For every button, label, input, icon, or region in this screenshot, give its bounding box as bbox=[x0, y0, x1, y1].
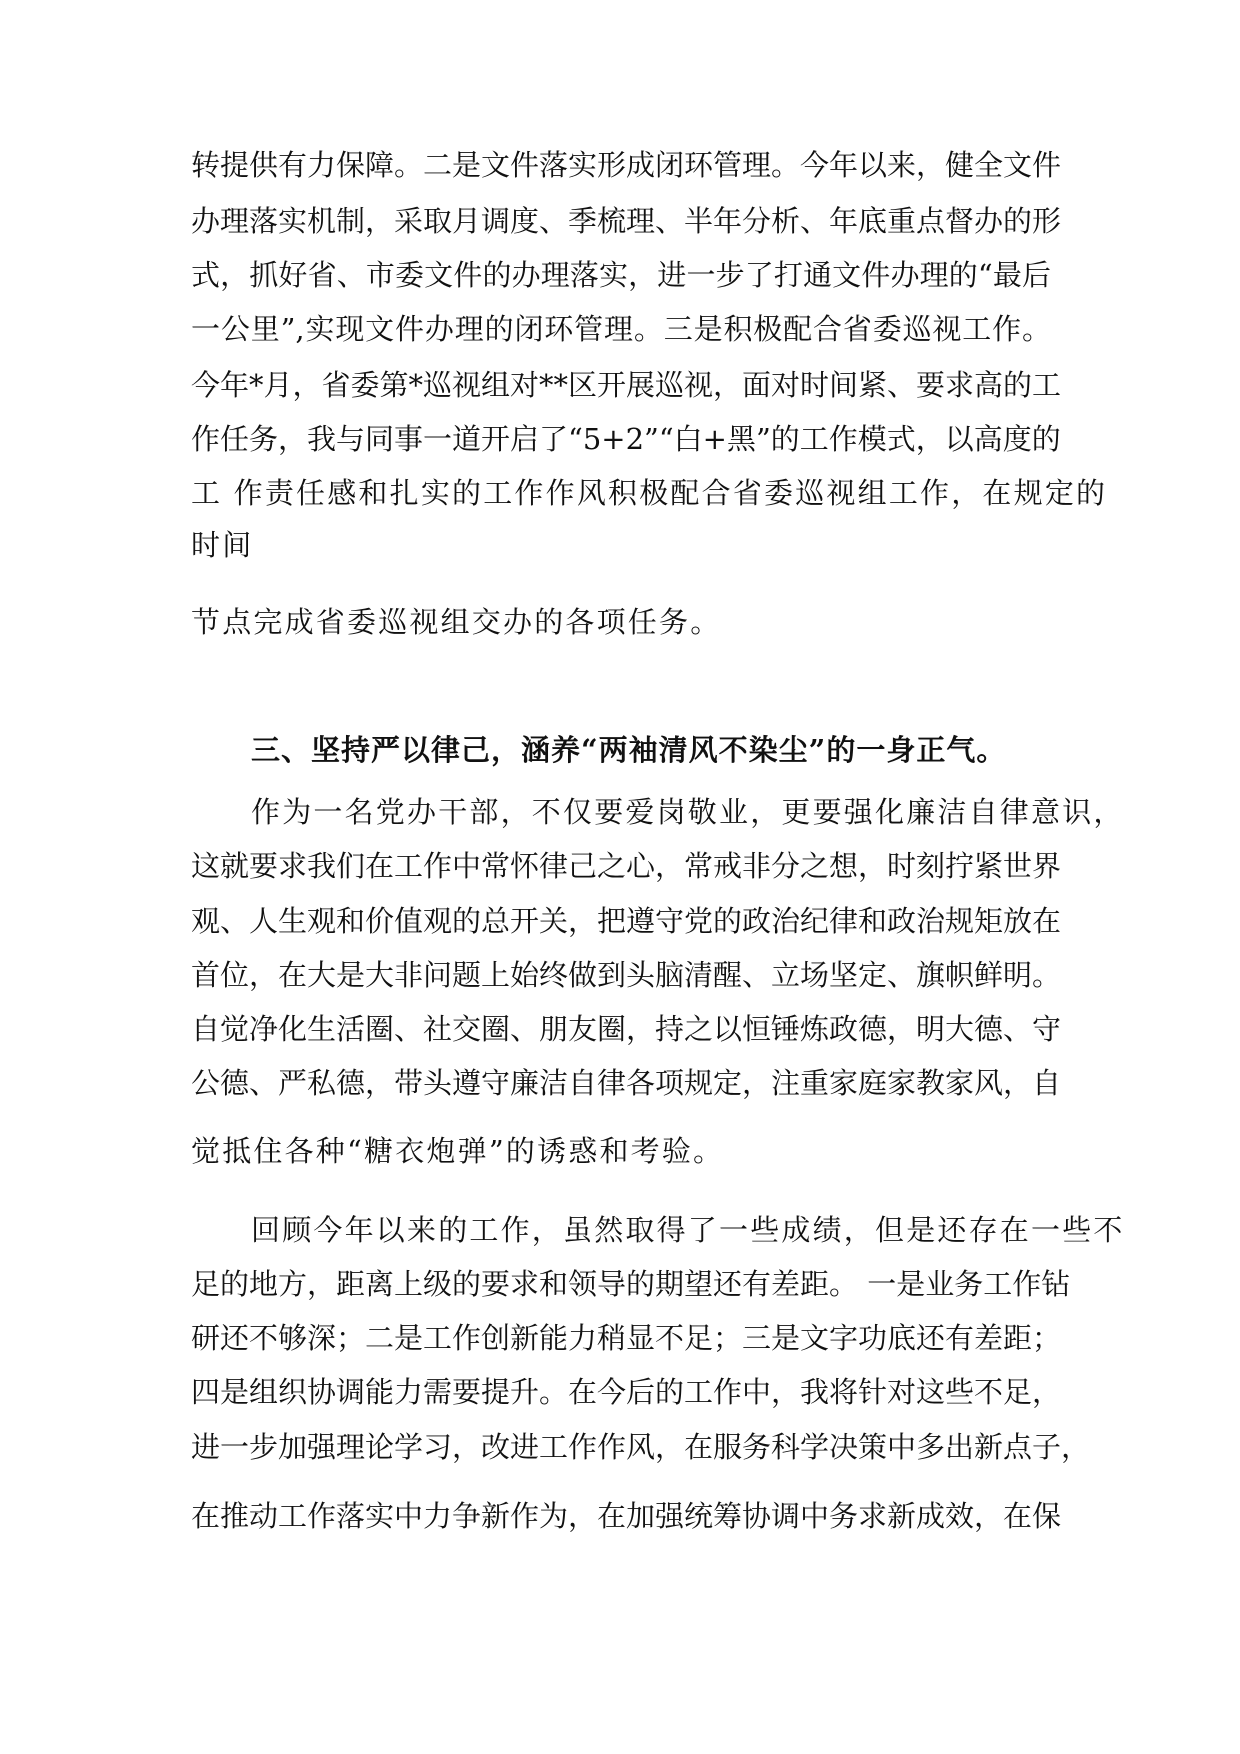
paragraph-first-line: 回顾今年以来的工作，虽然取得了一些成绩，但是还存在一些不 bbox=[251, 1213, 1125, 1247]
paragraph-line: 进一步加强理论学习，改进工作作风，在服务科学决策中多出新点子， bbox=[191, 1430, 1091, 1464]
paragraph-line: 公德、严私德，带头遵守廉洁自律各项规定，注重家庭家教家风，自 bbox=[191, 1066, 1062, 1100]
paragraph-line: 在推动工作落实中力争新作为，在加强统筹协调中务求新成效，在保 bbox=[191, 1499, 1062, 1533]
paragraph-line: 研还不够深；二是工作创新能力稍显不足；三是文字功底还有差距； bbox=[191, 1321, 1062, 1355]
paragraph-line: 办理落实机制，采取月调度、季梳理、半年分析、年底重点督办的形 bbox=[191, 204, 1062, 238]
section-heading: 三、坚持严以律己，涵养“两袖清风不染尘”的一身正气。 bbox=[251, 733, 1007, 767]
paragraph-line: 节点完成省委巡视组交办的各项任务。 bbox=[191, 605, 722, 639]
paragraph-line: 自觉净化生活圈、社交圈、朋友圈，持之以恒锤炼政德，明大德、守 bbox=[191, 1012, 1062, 1046]
paragraph-line: 式，抓好省、市委文件的办理落实，进一步了打通文件办理的“最后 bbox=[191, 258, 1051, 292]
paragraph-line: 这就要求我们在工作中常怀律己之心，常戒非分之想，时刻拧紧世界 bbox=[191, 849, 1062, 883]
paragraph-first-line: 作为一名党办干部，不仅要爱岗敬业，更要强化廉洁自律意识， bbox=[251, 795, 1125, 829]
paragraph-line: 观、人生观和价值观的总开关，把遵守党的政治纪律和政治规矩放在 bbox=[191, 904, 1062, 938]
paragraph-line: 作任务，我与同事一道开启了“5+2”“白+黑”的工作模式，以高度的 bbox=[191, 422, 1061, 456]
paragraph-line: 今年*月，省委第*巡视组对**区开展巡视，面对时间紧、要求高的工 bbox=[191, 368, 1062, 402]
paragraph-line: 时间 bbox=[191, 528, 254, 562]
paragraph-line: 觉抵住各种“糖衣炮弹”的诱惑和考验。 bbox=[191, 1134, 725, 1168]
paragraph-line: 足的地方，距离上级的要求和领导的期望还有差距。 一是业务工作钻 bbox=[191, 1267, 1071, 1301]
paragraph-line: 一公里”,实现文件办理的闭环管理。三是积极配合省委巡视工作。 bbox=[191, 312, 1051, 346]
paragraph-line: 转提供有力保障。二是文件落实形成闭环管理。今年以来，健全文件 bbox=[191, 148, 1062, 182]
paragraph-line: 四是组织协调能力需要提升。在今后的工作中，我将针对这些不足， bbox=[191, 1375, 1062, 1409]
paragraph-line: 首位，在大是大非问题上始终做到头脑清醒、立场坚定、旗帜鲜明。 bbox=[191, 958, 1062, 992]
paragraph-line: 工 作责任感和扎实的工作作风积极配合省委巡视组工作，在规定的 bbox=[191, 476, 1108, 510]
